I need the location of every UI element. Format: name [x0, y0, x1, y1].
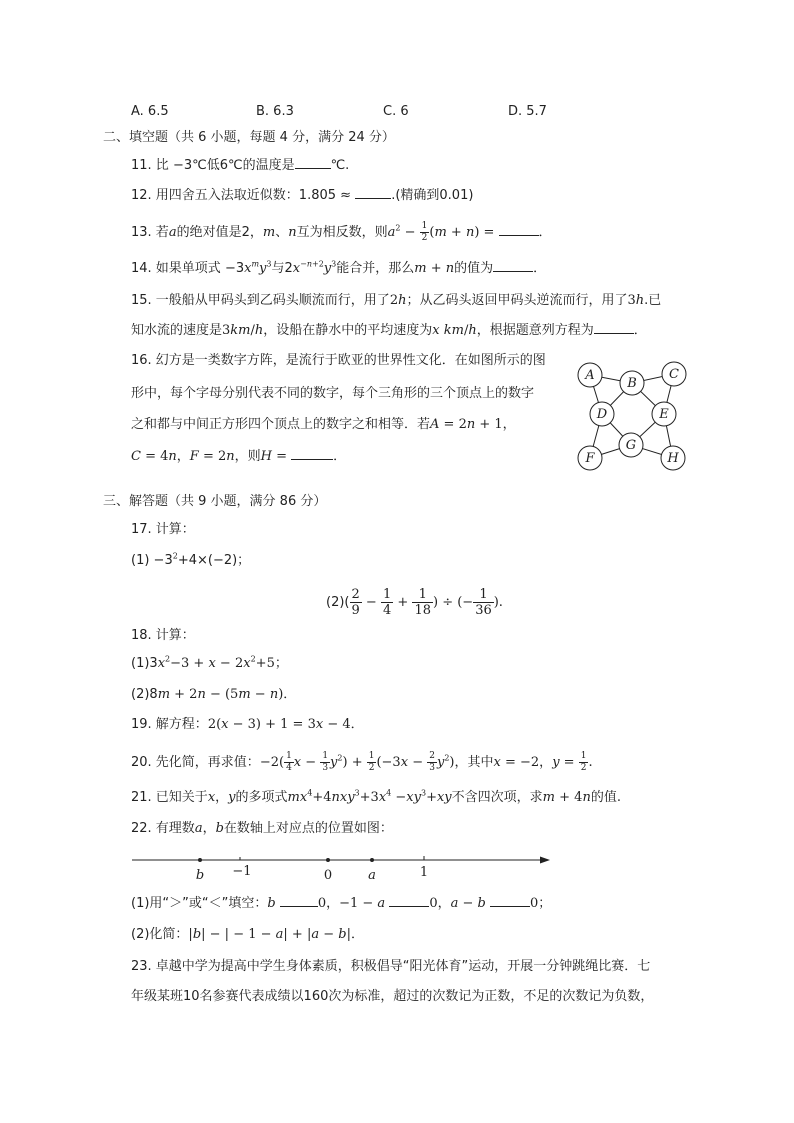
- section-3-title: 三、解答题（共 9 小题，满分 86 分）: [103, 494, 327, 509]
- question-19: 19. 解方程：2(x − 3) + 1 = 3x − 4．: [131, 717, 364, 732]
- node-g-label: G: [625, 438, 637, 453]
- question-13: 13. 若a的绝对值是2，m、n互为相反数，则$a^2$ − $\frac{1}{2}$ (m + n) = ．: [131, 221, 552, 243]
- question-22-part-2: (2)化简：|b| − | − 1 − a| + |a − b|．: [131, 927, 364, 942]
- question-23-line-1: 23. 卓越中学为提高中学生身体素质，积极倡导“阳光体育”运动，开展一分钟跳绳比赛．七: [131, 959, 651, 974]
- question-18-part-2: (2)8m + 2n − (5m − n)．: [131, 687, 297, 702]
- question-15-line-1: 15. 一般船从甲码头到乙码头顺流而行，用了2h；从乙码头返回甲码头逆流而行，用了3h.已: [131, 293, 662, 308]
- question-18-part-1: $(1)3x^2-3 + x - 2x^2+5$；: [131, 654, 288, 671]
- node-c-label: C: [669, 367, 679, 382]
- option-a: A. 6.5: [131, 104, 169, 119]
- question-11: 11. 比 −3℃低6℃的温度是 ℃.: [131, 158, 350, 173]
- point-zero: [326, 858, 330, 862]
- question-23-line-2: 年级某班10名参赛代表成绩以160次为标准，超过的次数记为正数，不足的次数记为负数，: [131, 989, 654, 1004]
- question-17-part-2: (2)( $\frac{2}{9}$ − $\frac{1}{4}$ + $\frac{1}{18}$ ) ÷ (− $\frac{1}{36}$ ).: [326, 587, 503, 618]
- question-16-line-3: 之和都与中间正方形四个顶点上的数字之和相等．若A = 2n + 1，: [131, 417, 516, 432]
- question-16-line-2: 形中，每个字母分别代表不同的数字，每个三角形的三个顶点上的数字: [131, 386, 535, 401]
- question-12: 12. 用四舍五入法取近似数：1.805 ≈ .(精确到0.01): [131, 188, 474, 203]
- magic-figure: [574, 355, 698, 475]
- question-21: 21. 已知关于x，y的多项式$mx^4+4nxy^3+3x^4 -xy^3+xy$不含四次项，求m + 4n的值.: [131, 788, 621, 805]
- question-22-title: 22. 有理数a，b在数轴上对应点的位置如图：: [131, 821, 393, 836]
- option-b: B. 6.3: [256, 104, 294, 119]
- label-zero: 0: [323, 868, 333, 883]
- node-d-label: D: [596, 407, 608, 422]
- node-b-label: B: [627, 376, 637, 391]
- question-16-line-1: 16. 幻方是一类数字方阵，是流行于欧亚的世界性文化．在如图所示的图: [131, 353, 546, 368]
- label-minus-one: −1: [232, 864, 252, 879]
- point-a: [370, 858, 374, 862]
- number-line: [130, 848, 554, 884]
- node-e-label: E: [659, 407, 669, 422]
- question-18-title: 18. 计算：: [131, 628, 195, 643]
- label-one: 1: [419, 865, 429, 880]
- question-15-line-2: 知水流的速度是3km/h，设船在静水中的平均速度为x km/h，根据题意列方程为 ．: [131, 323, 647, 338]
- option-c: C. 6: [383, 104, 409, 119]
- question-16-line-4: C = 4n，F = 2n，则H = ．: [131, 449, 347, 464]
- node-a-label: A: [585, 368, 595, 383]
- label-b: b: [195, 868, 205, 883]
- node-f-label: F: [585, 451, 595, 466]
- question-22-part-1: (1)用“＞”或“＜”填空：b 0，−1 − a 0，a − b 0；: [131, 896, 552, 911]
- option-d: D. 5.7: [508, 104, 547, 119]
- question-20: 20. 先化简，再求值：−2( $\frac{1}{4}$ x − $\frac{1}{3}$ $y^2$) + $\frac{1}{2}$ (−3x − $\frac{2}{3}$ $y^2$)，其中x = −2，y = $\frac{1}{2}$ .: [131, 751, 593, 773]
- node-h-label: H: [667, 451, 679, 466]
- point-b: [198, 858, 202, 862]
- question-14: 14. 如果单项式 $-3x^my^3$与$2x^{-n+2}y^3$能合并，那么m + n的值为 ．: [131, 259, 547, 276]
- section-2-title: 二、填空题（共 6 小题，每题 4 分，满分 24 分）: [103, 130, 395, 145]
- label-a: a: [368, 868, 376, 883]
- question-17-part-1: $(1) -3^2+4\times(-2)$；: [131, 551, 251, 568]
- question-17-title: 17. 计算：: [131, 522, 195, 537]
